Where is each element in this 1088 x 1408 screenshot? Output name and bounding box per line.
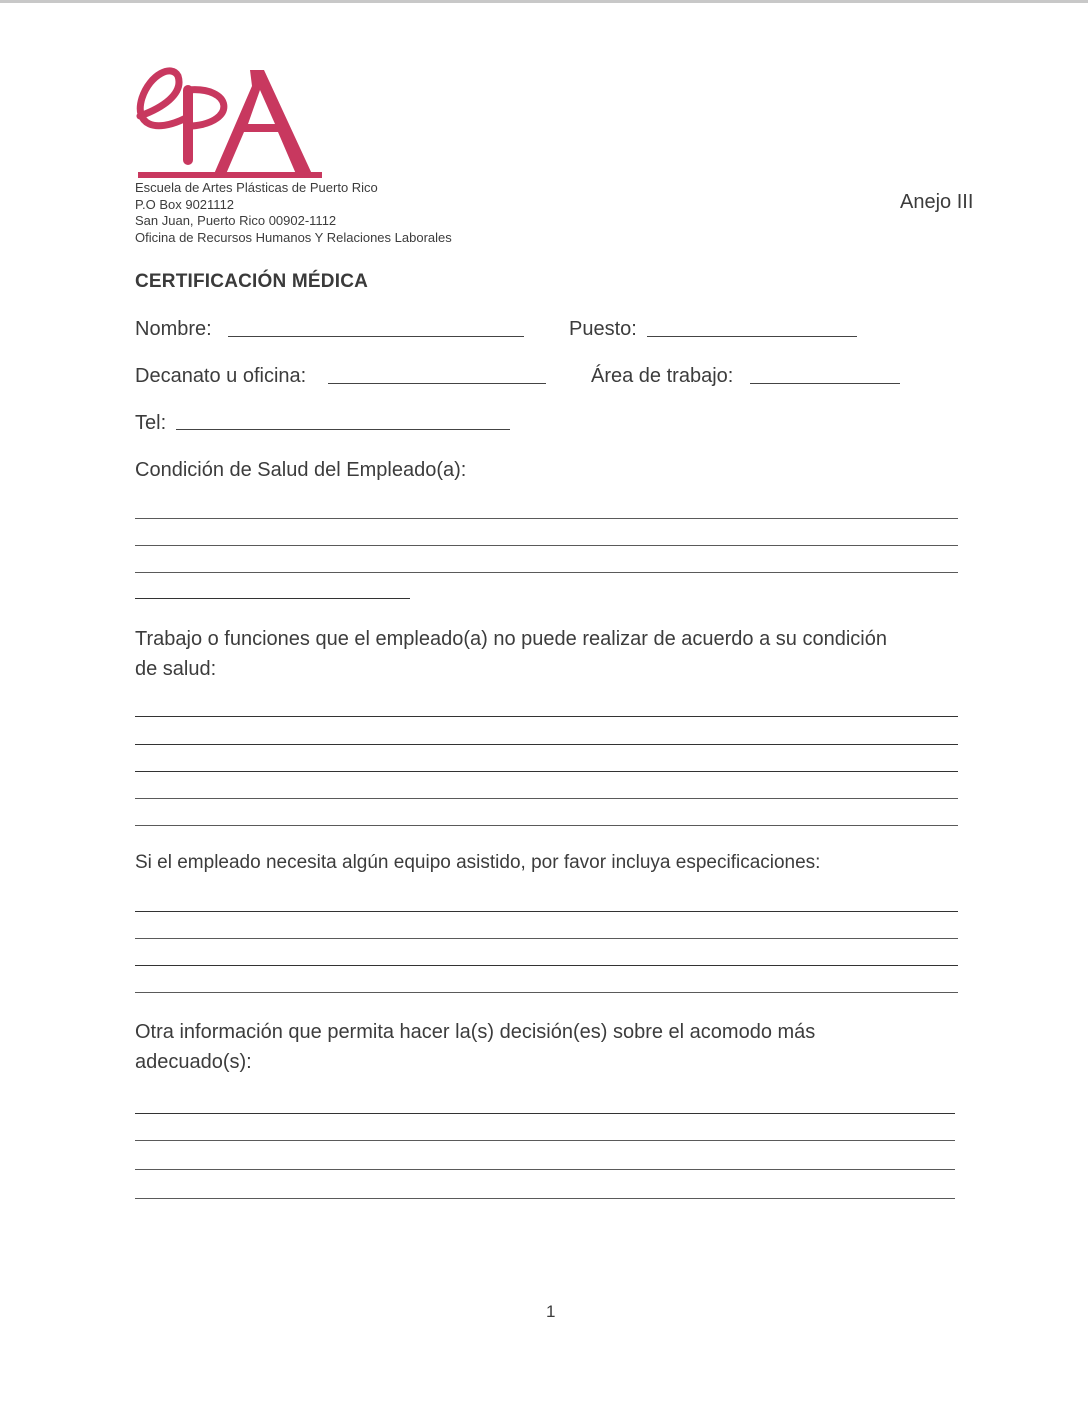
answer-line[interactable] <box>135 1140 955 1141</box>
trabajo-question: Trabajo o funciones que el empleado(a) no puede realizar de acuerdo a su condición de salud: <box>135 628 887 680</box>
answer-line[interactable] <box>135 992 958 993</box>
answer-line[interactable] <box>135 1169 955 1170</box>
answer-line[interactable] <box>135 572 958 573</box>
puesto-label: Puesto: <box>569 318 637 340</box>
decanato-field[interactable] <box>328 383 546 384</box>
address-line: San Juan, Puerto Rico 00902-1112 <box>135 213 337 229</box>
area-label: Área de trabajo: <box>591 365 734 387</box>
address-line: Oficina de Recursos Humanos Y Relaciones Laborales <box>135 229 452 245</box>
answer-line[interactable] <box>135 1113 955 1114</box>
address-line: P.O Box 9021112 <box>135 196 235 212</box>
scan-edge <box>0 0 1088 3</box>
answer-line[interactable] <box>135 825 958 826</box>
otra-question: Otra información que permita hacer la(s) decisión(es) sobre el acomodo más adecuado(s): <box>135 1021 816 1073</box>
area-field[interactable] <box>750 383 900 384</box>
answer-line[interactable] <box>135 716 958 717</box>
answer-line[interactable] <box>135 518 958 519</box>
condicion-question: Condición de Salud del Empleado(a): <box>135 459 467 481</box>
nombre-label: Nombre: <box>135 318 212 340</box>
answer-line[interactable] <box>135 911 958 912</box>
answer-line[interactable] <box>135 771 958 772</box>
answer-line[interactable] <box>135 744 958 745</box>
form-title: CERTIFICACIÓN MÉDICA <box>135 271 369 292</box>
school-address <box>135 180 452 246</box>
address-line: Escuela de Artes Plásticas de Puerto Rico <box>135 180 378 195</box>
decanato-label: Decanato u oficina: <box>135 365 307 387</box>
puesto-field[interactable] <box>647 336 857 337</box>
tel-field[interactable] <box>176 429 510 430</box>
equipo-question: Si el empleado necesita algún equipo asistido, por favor incluya especificaciones: <box>135 852 821 873</box>
answer-line[interactable] <box>135 938 958 939</box>
answer-line[interactable] <box>135 1198 955 1199</box>
answer-line[interactable] <box>135 598 410 599</box>
answer-line[interactable] <box>135 798 958 799</box>
page-number: 1 <box>546 1302 556 1321</box>
tel-label: Tel: <box>135 412 167 434</box>
school-logo <box>132 64 322 180</box>
answer-line[interactable] <box>135 545 958 546</box>
nombre-field[interactable] <box>228 336 524 337</box>
annex-label: Anejo III <box>900 191 974 213</box>
answer-line[interactable] <box>135 965 958 966</box>
